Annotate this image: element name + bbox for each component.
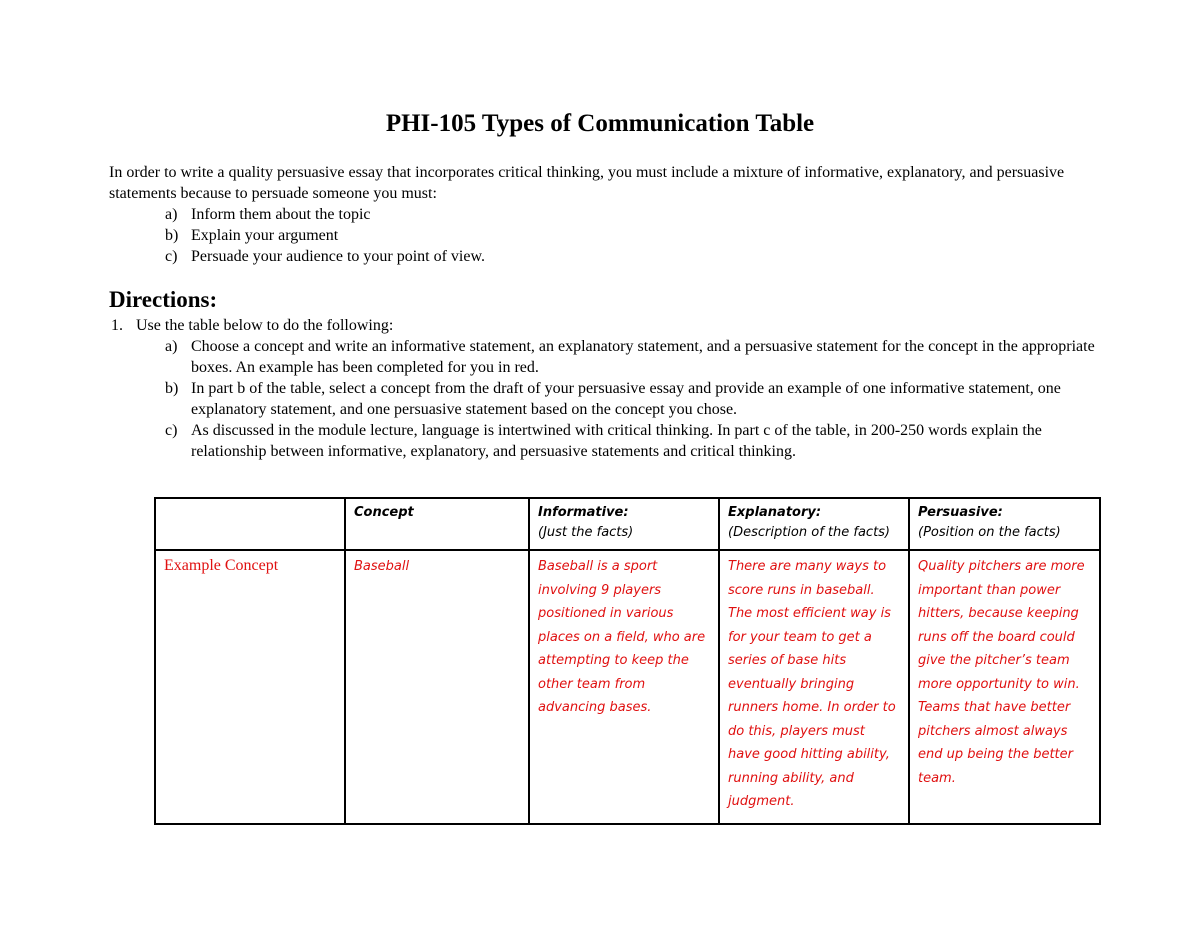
list-item [109, 378, 1099, 420]
list-item [109, 204, 1099, 225]
list-item [109, 225, 1099, 246]
list-marker: c) [165, 422, 178, 439]
list-item-text: Choose a concept and write an informative statement, an explanatory statement, and a persuasive statement for the concept in the appropriate boxes. An example has been completed for you in red. [191, 338, 1095, 376]
list-marker: a) [165, 338, 178, 355]
list-marker: c) [165, 248, 178, 265]
header-title: Explanatory: [728, 505, 822, 520]
header-title: Informative: [538, 505, 629, 520]
header-subtitle: (Just the facts) [538, 525, 634, 540]
list-item [109, 246, 1099, 267]
directions-heading: Directions: [109, 287, 218, 312]
intro-list [109, 204, 1099, 267]
list-item-text: Explain your argument [191, 227, 339, 244]
header-persuasive [909, 498, 1100, 550]
example-concept-cell: Baseball [345, 550, 529, 824]
header-concept [345, 498, 529, 550]
intro-section [109, 162, 1099, 267]
list-item-text: Persuade your audience to your point of view. [191, 248, 485, 265]
list-marker: b) [165, 227, 179, 244]
list-marker: 1. [111, 317, 123, 334]
example-explanatory-cell: There are many ways to score runs in baseball. The most efficient way is for your team to get a series of base hits eventually bringing runners home. In order to do this, players must have good hitting ability, running ability, and judgment. [719, 550, 909, 824]
directions-list [109, 336, 1099, 462]
example-persuasive-cell: Quality pitchers are more important than power hitters, because keeping runs off the board could give the pitcher’s team more opportunity to win. Teams that have better pitchers almost always end up being the better team. [909, 550, 1100, 824]
list-item-text: As discussed in the module lecture, language is intertwined with critical thinking. In part c of the table, in 200-250 words explain the relationship between informative, explanatory, and persuasive statements and critical thinking. [191, 422, 1042, 460]
header-subtitle: (Description of the facts) [728, 525, 891, 540]
communication-table [154, 497, 1101, 825]
header-subtitle: (Position on the facts) [918, 525, 1061, 540]
example-concept-label: Example Concept [155, 550, 345, 824]
list-marker: b) [165, 380, 179, 397]
list-item-text: In part b of the table, select a concept from the draft of your persuasive essay and provide an example of one informative statement, one explanatory statement, and one persuasive statement based on the concept you chose. [191, 380, 1061, 418]
example-informative-cell: Baseball is a sport involving 9 players positioned in various places on a field, who are attempting to keep the other team from advancing bases. [529, 550, 719, 824]
list-item [109, 336, 1099, 378]
page-title: PHI-105 Types of Communication Table [385, 110, 815, 137]
list-item-text: Inform them about the topic [191, 206, 371, 223]
table-row [155, 550, 1100, 824]
header-informative [529, 498, 719, 550]
table-header-row [155, 498, 1100, 550]
directions-item [109, 315, 1099, 336]
header-explanatory [719, 498, 909, 550]
directions-item-text: Use the table below to do the following: [136, 317, 394, 334]
header-title: Concept [354, 505, 414, 520]
header-title: Persuasive: [918, 505, 1003, 520]
header-empty [155, 498, 345, 550]
directions-section [109, 315, 1099, 462]
list-marker: a) [165, 206, 178, 223]
intro-paragraph: In order to write a quality persuasive essay that incorporates critical thinking, you must include a mixture of informative, explanatory, and persuasive statements because to persuade someone you must: [109, 164, 1065, 202]
list-item [109, 420, 1099, 462]
